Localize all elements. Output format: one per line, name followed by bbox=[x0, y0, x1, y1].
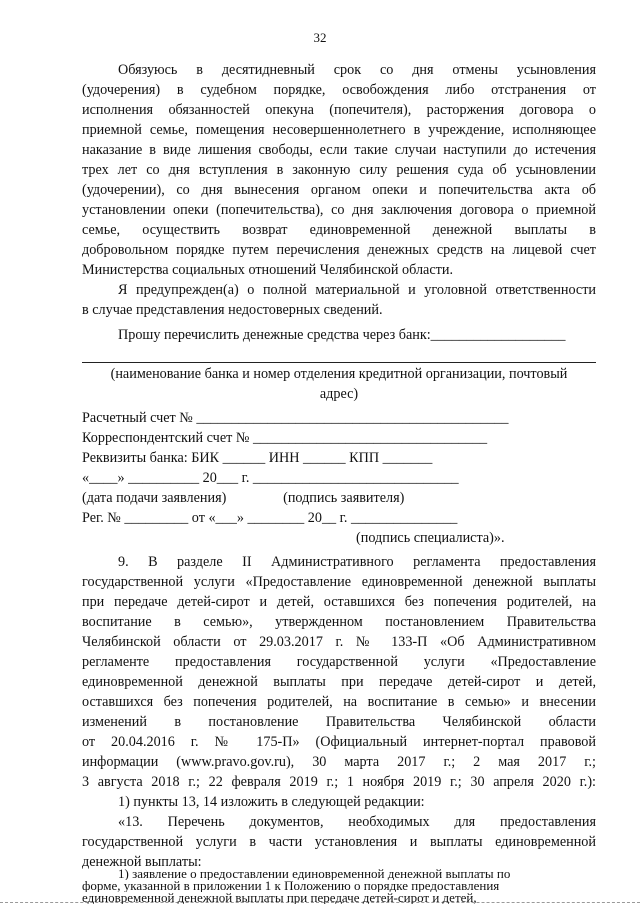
para-9-line: оставшихся без попечения родителей, на воспитание в семью» и внесении bbox=[82, 694, 596, 710]
para-9-line: Челябинской области от 29.03.2017 г. № 133-П «Об Административном bbox=[82, 634, 596, 650]
para-9-line: воспитание в семью», утвержденном постановлением Правительства bbox=[82, 614, 596, 630]
bank-details-field: Реквизиты банка: БИК ______ ИНН ______ КПП _______ bbox=[82, 450, 433, 466]
bank-name-line bbox=[82, 362, 596, 363]
para-9-line: единовременной денежной выплаты при передаче детей-сирот и детей, bbox=[82, 674, 596, 690]
para-13-line: «13. Перечень документов, необходимых для предоставления bbox=[118, 814, 596, 830]
bank-caption: адрес) bbox=[319, 386, 359, 402]
para-9-line: регламенте предоставления государственной услуги «Предоставление bbox=[82, 654, 596, 670]
warning-line: Я предупрежден(а) о полной материальной и уголовной ответственности bbox=[118, 282, 596, 298]
para-13-line: государственной услуги в части установления и выплаты единовременной bbox=[82, 834, 596, 850]
sub-1-line: 1) заявление о предоставлении единовременной денежной выплаты по bbox=[118, 868, 511, 880]
obligation-line: наказание в виде лишения свободы, если такие случаи наступили до истечения bbox=[82, 142, 596, 158]
registration-line: Рег. № _________ от «___» ________ 20__ г. _______________ bbox=[82, 510, 458, 526]
obligation-line: установлении опеки (попечительства), со дня заключения договора о приемной bbox=[82, 202, 596, 218]
obligation-line: (удочерении), со дня вынесения органом опеки и попечительства акта об bbox=[82, 182, 596, 198]
obligation-line: Обязуюсь в десятидневный срок со дня отмены усыновления bbox=[118, 62, 596, 78]
obligation-line: семье, осуществить возврат единовременной денежной выплаты в bbox=[82, 222, 596, 238]
bank-request: Прошу перечислить денежные средства через банк:___________________ bbox=[118, 327, 566, 343]
sub-1-block bbox=[82, 868, 596, 904]
item-1: 1) пункты 13, 14 изложить в следующей редакции: bbox=[118, 794, 425, 810]
para-9-line: 3 августа 2018 г.; 22 февраля 2019 г.; 1 ноября 2019 г.; 30 апреля 2020 г.): bbox=[82, 774, 596, 790]
settlement-account-field: Расчетный счет № ____________________________________________ bbox=[82, 410, 509, 426]
obligation-line: трех лет со дня вступления в законную силу решения суда об усыновлении bbox=[82, 162, 596, 178]
date-signature-line: «____» __________ 20___ г. _____________________________ bbox=[82, 470, 459, 486]
obligation-line: Министерства социальных отношений Челябинской области. bbox=[82, 262, 453, 278]
para-13-line: денежной выплаты: bbox=[82, 854, 202, 870]
para-9-line: изменений в постановление Правительства Челябинской области bbox=[82, 714, 596, 730]
para-9-line: информации (www.pravo.gov.ru), 30 марта 2017 г.; 2 мая 2017 г.; bbox=[82, 754, 596, 770]
specialist-signature-caption: (подпись специалиста)». bbox=[356, 530, 505, 546]
sub-1-line: единовременной денежной выплаты при передаче детей-сирот и детей, bbox=[82, 892, 477, 904]
warning-line: в случае представления недостоверных сведений. bbox=[82, 302, 383, 318]
obligation-line: (удочерения) в судебном порядке, освобождения либо отстранения от bbox=[82, 82, 596, 98]
para-9-line: от 20.04.2016 г. № 175-П» (Официальный интернет-портал правовой bbox=[82, 734, 596, 750]
para-9-line: при передаче детей-сирот и детей, оставшихся без попечения родителей, на bbox=[82, 594, 596, 610]
para-9-line: 9. В разделе II Административного регламента предоставления bbox=[118, 554, 596, 570]
date-signature-caption: (дата подачи заявления) (подпись заявителя) bbox=[82, 490, 405, 506]
correspondent-account-field: Корреспондентский счет № _________________________________ bbox=[82, 430, 488, 446]
sub-1-line: форме, указанной в приложении 1 к Положению о порядке предоставления bbox=[82, 880, 500, 892]
obligation-line: исполнения обязанностей опекуна (попечителя), расторжения договора о bbox=[82, 102, 596, 118]
bank-caption: (наименование банка и номер отделения кредитной организации, почтовый bbox=[110, 366, 568, 382]
page-number: 32 bbox=[313, 30, 327, 45]
obligation-line: добровольном порядке путем перечисления денежных средств на лицевой счет bbox=[82, 242, 596, 258]
obligation-line: приемной семье, помещения несовершеннолетнего в учреждение, исполняющее bbox=[82, 122, 596, 138]
para-9-line: государственной услуги «Предоставление единовременной денежной выплаты bbox=[82, 574, 596, 590]
